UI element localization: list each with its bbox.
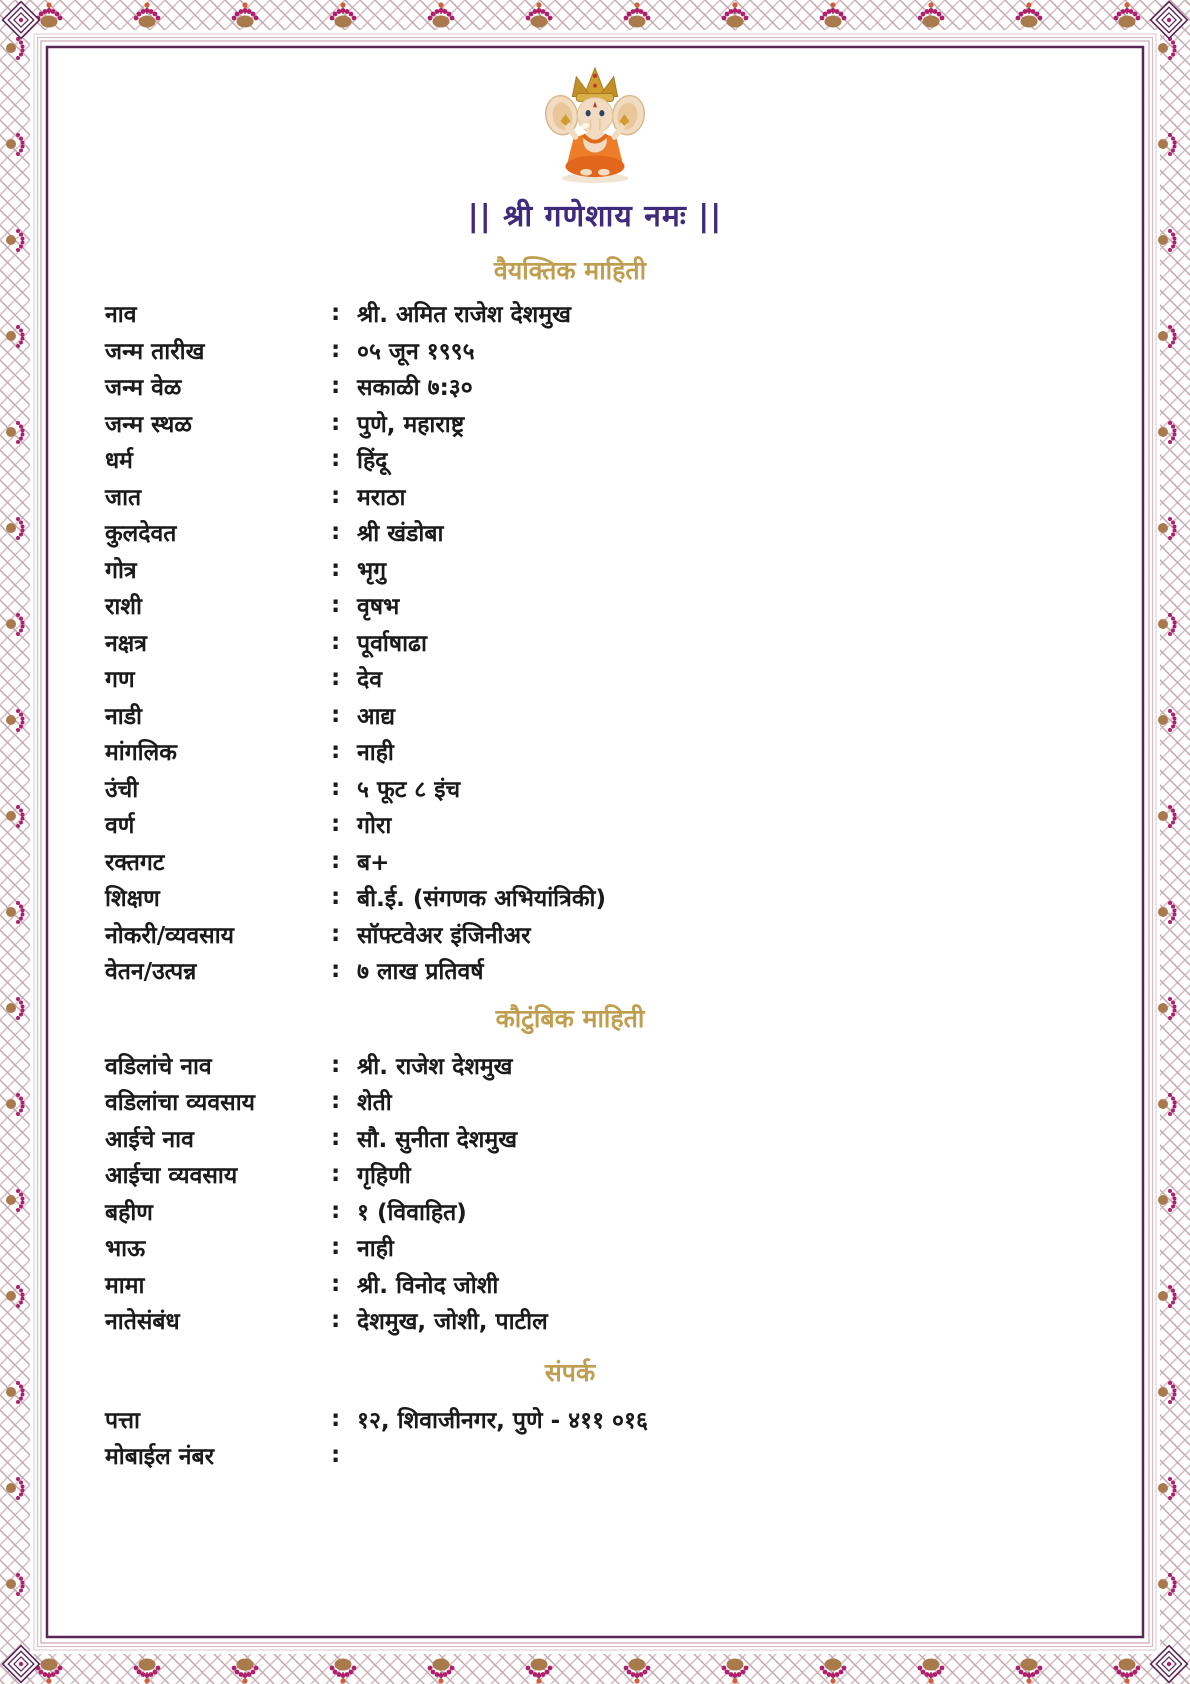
field-value: पुणे, महाराष्ट्र xyxy=(357,411,465,438)
field-row xyxy=(105,478,1085,515)
section-personal xyxy=(105,253,1085,989)
field-label: जन्म तारीख xyxy=(105,338,205,365)
field-row xyxy=(105,1401,1085,1438)
field-value: मराठा xyxy=(357,484,406,511)
field-value: ५ फूट ८ इंच xyxy=(357,776,461,803)
document-content xyxy=(105,0,1085,1474)
field-row xyxy=(105,952,1085,989)
field-colon: : xyxy=(331,300,341,327)
field-label: वडिलांचे नाव xyxy=(105,1053,212,1080)
field-colon: : xyxy=(331,884,341,911)
field-colon: : xyxy=(331,811,341,838)
field-value: नाही xyxy=(357,740,394,767)
section-contact xyxy=(105,1355,1085,1474)
field-value: श्री खंडोबा xyxy=(357,521,444,548)
field-label: भाऊ xyxy=(105,1236,146,1263)
field-label: आईचे नाव xyxy=(105,1126,194,1153)
field-row xyxy=(105,916,1085,953)
field-label: मोबाईल नंबर xyxy=(105,1444,215,1471)
field-row xyxy=(105,879,1085,916)
field-label: नक्षत्र xyxy=(105,630,147,657)
field-colon: : xyxy=(331,1405,341,1432)
field-row xyxy=(105,514,1085,551)
field-label: नोकरी/व्यवसाय xyxy=(105,922,234,949)
field-value: हिंदू xyxy=(357,448,388,475)
section-family xyxy=(105,1001,1085,1339)
field-colon: : xyxy=(331,1307,341,1334)
field-label: नाव xyxy=(105,302,137,329)
field-row xyxy=(105,1302,1085,1339)
field-colon: : xyxy=(331,1234,341,1261)
field-colon: : xyxy=(331,665,341,692)
field-colon: : xyxy=(331,446,341,473)
field-label: राशी xyxy=(105,594,142,621)
field-label: बहीण xyxy=(105,1199,153,1226)
field-value: देव xyxy=(357,667,383,694)
field-colon: : xyxy=(331,774,341,801)
field-colon: : xyxy=(331,701,341,728)
field-colon: : xyxy=(331,847,341,874)
field-label: नाडी xyxy=(105,703,142,730)
field-label: वडिलांचा व्यवसाय xyxy=(105,1090,256,1117)
field-colon: : xyxy=(331,373,341,400)
invocation-title: || श्री गणेशाय नमः || xyxy=(467,199,723,234)
field-colon: : xyxy=(331,482,341,509)
field-row xyxy=(105,1047,1085,1084)
field-value: शेती xyxy=(357,1090,392,1117)
field-value: नाही xyxy=(357,1236,394,1263)
field-value: सौ. सुनीता देशमुख xyxy=(357,1126,518,1153)
field-value: आद्य xyxy=(357,703,395,730)
contact-fields xyxy=(105,1401,1085,1474)
family-fields xyxy=(105,1047,1085,1339)
field-value: देशमुख, जोशी, पाटील xyxy=(357,1309,548,1336)
field-colon: : xyxy=(331,1088,341,1115)
field-colon: : xyxy=(331,628,341,655)
ganesha-icon xyxy=(536,64,654,190)
field-label: वर्ण xyxy=(105,813,135,840)
field-value: गोरा xyxy=(357,813,392,840)
field-colon: : xyxy=(331,1161,341,1188)
field-label: गोत्र xyxy=(105,557,137,584)
field-label: वेतन/उत्पन्न xyxy=(105,959,197,986)
field-label: जन्म वेळ xyxy=(105,375,182,402)
field-value: १ (विवाहित) xyxy=(357,1199,467,1226)
field-value: १२, शिवाजीनगर, पुणे - ४११ ०१६ xyxy=(357,1407,648,1434)
field-colon: : xyxy=(331,409,341,436)
field-row xyxy=(105,587,1085,624)
field-colon: : xyxy=(331,738,341,765)
field-colon: : xyxy=(331,1051,341,1078)
field-row xyxy=(105,733,1085,770)
field-row xyxy=(105,551,1085,588)
field-row xyxy=(105,332,1085,369)
field-row xyxy=(105,770,1085,807)
field-label: शिक्षण xyxy=(105,886,160,913)
field-colon: : xyxy=(331,519,341,546)
field-colon: : xyxy=(331,1197,341,1224)
field-value: वृषभ xyxy=(357,594,400,621)
section-title-family: कौटुंबिक माहिती xyxy=(495,1003,645,1033)
field-label: जात xyxy=(105,484,142,511)
field-row xyxy=(105,1120,1085,1157)
field-row xyxy=(105,697,1085,734)
field-label: मामा xyxy=(105,1272,145,1299)
field-row xyxy=(105,660,1085,697)
field-row xyxy=(105,843,1085,880)
field-value: बी.ई. (संगणक अभियांत्रिकी) xyxy=(357,886,606,913)
field-label: पत्ता xyxy=(105,1407,140,1434)
field-label: रक्तगट xyxy=(105,849,165,876)
section-title-personal: वैयक्तिक माहिती xyxy=(493,256,647,285)
field-colon: : xyxy=(331,336,341,363)
field-row xyxy=(105,1156,1085,1193)
field-label: आईचा व्यवसाय xyxy=(105,1163,238,1190)
field-label: उंची xyxy=(105,776,139,803)
field-label: कुलदेवत xyxy=(105,521,177,548)
field-row xyxy=(105,1229,1085,1266)
field-colon: : xyxy=(331,555,341,582)
field-value: सकाळी ७:३० xyxy=(357,375,473,402)
field-value: ब+ xyxy=(357,849,390,876)
field-row xyxy=(105,624,1085,661)
personal-fields xyxy=(105,295,1085,989)
field-value: श्री. अमित राजेश देशमुख xyxy=(357,302,571,329)
field-label: गण xyxy=(105,667,135,694)
field-row xyxy=(105,368,1085,405)
field-value: ७ लाख प्रतिवर्ष xyxy=(357,959,484,986)
field-row xyxy=(105,441,1085,478)
field-value: गृहिणी xyxy=(357,1163,411,1190)
field-colon: : xyxy=(331,592,341,619)
field-value: सॉफ्टवेअर इंजिनीअर xyxy=(357,922,531,949)
field-row xyxy=(105,1266,1085,1303)
field-colon: : xyxy=(331,1124,341,1151)
field-value: पूर्वाषाढा xyxy=(357,630,427,657)
field-colon: : xyxy=(331,920,341,947)
field-row xyxy=(105,1437,1085,1474)
field-row xyxy=(105,405,1085,442)
field-value: श्री. राजेश देशमुख xyxy=(357,1053,513,1080)
field-colon: : xyxy=(331,957,341,984)
field-colon: : xyxy=(331,1442,341,1469)
field-row xyxy=(105,1193,1085,1230)
field-value: ०५ जून १९९५ xyxy=(357,338,475,365)
field-value: भृगु xyxy=(357,557,387,584)
field-label: धर्म xyxy=(105,448,133,475)
section-title-contact: संपर्क xyxy=(544,1357,596,1387)
field-value: श्री. विनोद जोशी xyxy=(357,1272,499,1299)
field-label: नातेसंबंध xyxy=(105,1309,180,1336)
field-label: मांगलिक xyxy=(105,740,177,767)
field-label: जन्म स्थळ xyxy=(105,411,192,438)
field-row xyxy=(105,295,1085,332)
field-colon: : xyxy=(331,1270,341,1297)
field-row xyxy=(105,806,1085,843)
field-row xyxy=(105,1083,1085,1120)
